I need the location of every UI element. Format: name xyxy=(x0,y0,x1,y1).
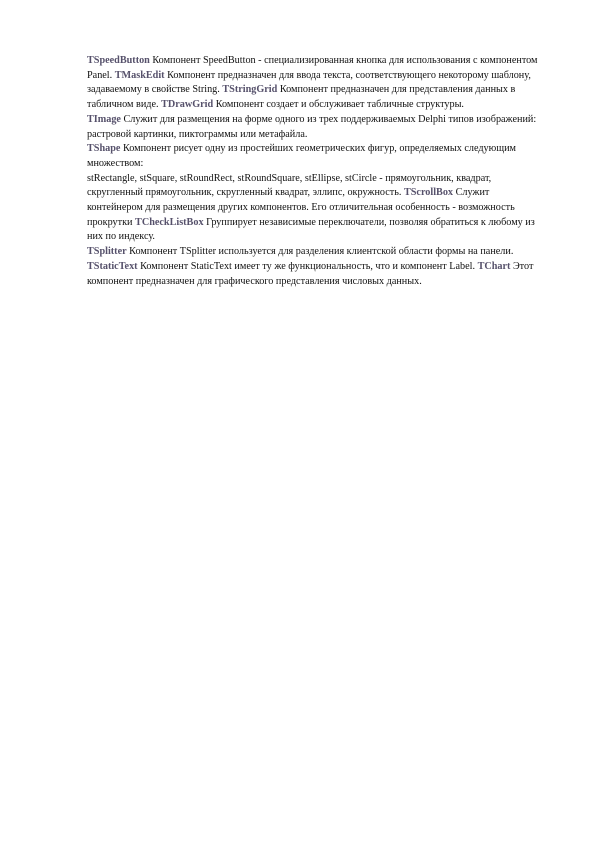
term-tmaskedit: TMaskEdit xyxy=(114,69,165,81)
paragraph-text: Группирует независимые переключатели, позволяя обратиться к любому из них по индексу. xyxy=(87,216,535,243)
paragraph-tshape xyxy=(87,142,542,171)
paragraph-components-1 xyxy=(87,54,542,113)
paragraph-text: Компонент создает и обслуживает табличные структуры. xyxy=(213,99,464,111)
term-tscrollbox: TScrollBox xyxy=(403,187,454,199)
paragraph-tsplitter xyxy=(87,245,542,260)
paragraph-text: Компонент TSplitter используется для разделения клиентской области формы на панели. xyxy=(126,246,514,258)
term-tspeedbutton: TSpeedButton xyxy=(87,55,150,66)
paragraph-text: Компонент предназначен для ввода текста, соответствующего некоторому шаблону, задаваемому в свойстве String. xyxy=(87,69,531,96)
paragraph-text: Компонент StaticText имеет ту же функциональность, что и компонент Label. xyxy=(137,260,478,272)
paragraph-text: Служит для размещения на форме одного из трех поддерживаемых Delphi типов изображений: растровой картинки, пиктограммы или метафайла. xyxy=(87,113,537,140)
paragraph-text: Служит контейнером для размещения других компонентов. Его отличительная особенность - возможность прокрутки xyxy=(87,187,515,228)
term-tshape: TShape xyxy=(87,143,121,155)
term-tsplitter: TSplitter xyxy=(87,246,127,258)
paragraph-text: Компонент предназначен для представления данных в табличном виде. xyxy=(87,84,516,111)
paragraph-text: Компонент SpeedButton - специализированная кнопка для использования с компонентом Panel. xyxy=(87,55,538,81)
paragraph-tstatictext xyxy=(87,260,542,289)
paragraph-text: stRectangle, stSquare, stRoundRect, stRoundSquare, stEllipse, stCircle - прямоугольник, квадрат, скругленный прямоугольник, скругленный квадрат, эллипс, окружность. xyxy=(87,172,492,199)
term-tchart: TChart xyxy=(477,260,511,272)
term-tdrawgrid: TDrawGrid xyxy=(161,99,214,111)
paragraph-text: Компонент рисует одну из простейших геометрических фигур, определяемых следующим множеством: xyxy=(87,143,516,169)
term-tstatictext: TStaticText xyxy=(87,260,138,272)
paragraph-shape-values xyxy=(87,172,542,246)
paragraph-text: Этот компонент предназначен для графического представления числовых данных. xyxy=(87,260,534,287)
term-timage: TImage xyxy=(87,113,121,125)
term-tstringgrid: TStringGrid xyxy=(222,84,278,96)
paragraph-timage xyxy=(87,113,542,142)
document-body xyxy=(87,54,542,289)
term-tchecklistbox: TCheckListBox xyxy=(135,216,204,228)
